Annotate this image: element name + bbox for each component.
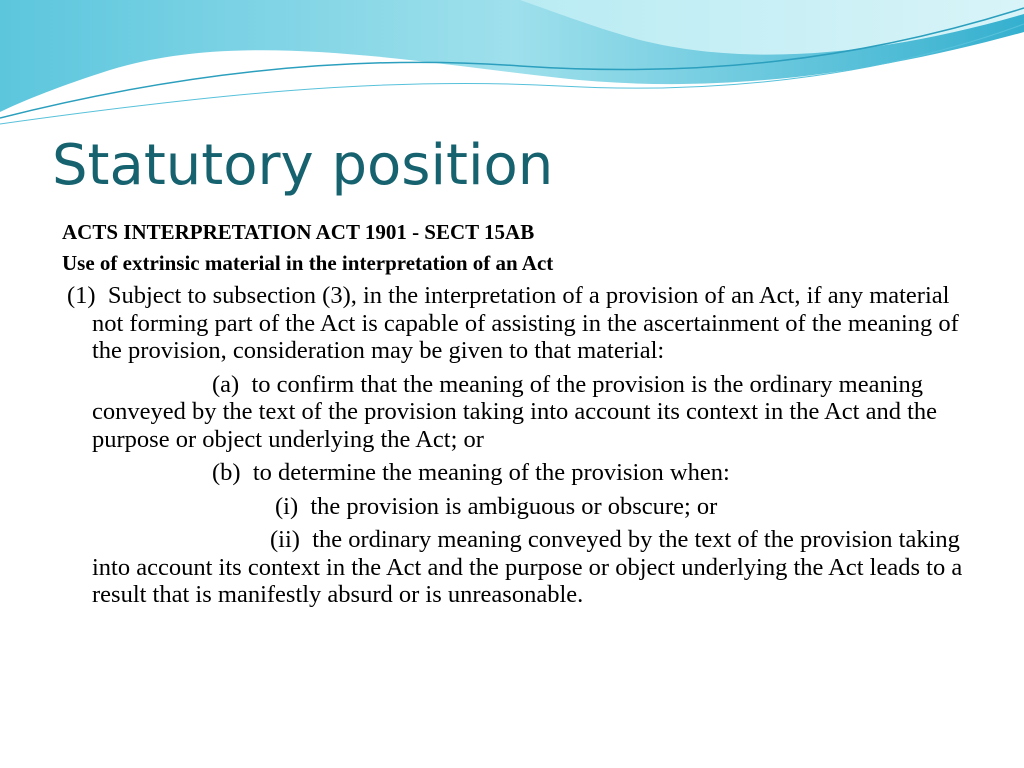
provision-text [67,282,982,609]
act-heading: ACTS INTERPRETATION ACT 1901 - SECT 15AB [62,220,535,244]
paragraph-a [92,371,982,454]
paragraph-b-marker: (b) [212,459,241,486]
subparagraph-i-marker: (i) [275,492,299,520]
subparagraph-ii-marker: (ii) [270,526,300,553]
subparagraph-ii-text: the ordinary meaning conveyed by the text of the provision taking into account its context in the Act and the purpose or object underlying the Act leads to a result that is manifestly absurd or is unreasonable. [92,526,963,608]
subparagraph-i [92,493,982,521]
paragraph-b [92,459,982,487]
subsection-1-text: Subject to subsection (3), in the interpretation of a provision of an Act, if any material not forming part of the Act is capable of assisting in the ascertainment of the meaning of the provision, consideration may be given to that material: [92,282,959,364]
subsection-1-marker: (1) [67,282,96,309]
subparagraph-i-text: the provision is ambiguous or obscure; or [310,492,718,520]
header-wave-decoration [0,0,1024,130]
paragraph-a-text: to confirm that the meaning of the provision is the ordinary meaning conveyed by the text of the provision taking into account its context in the Act and the purpose or object underlying the Act; or [92,370,938,453]
paragraph-a-marker: (a) [212,370,240,398]
subparagraph-ii [92,526,982,609]
section-heading: Use of extrinsic material in the interpretation of an Act [62,251,554,275]
subsection-1 [67,282,982,365]
slide-title: Statutory position [52,133,554,198]
paragraph-b-text: to determine the meaning of the provision when: [252,459,730,486]
